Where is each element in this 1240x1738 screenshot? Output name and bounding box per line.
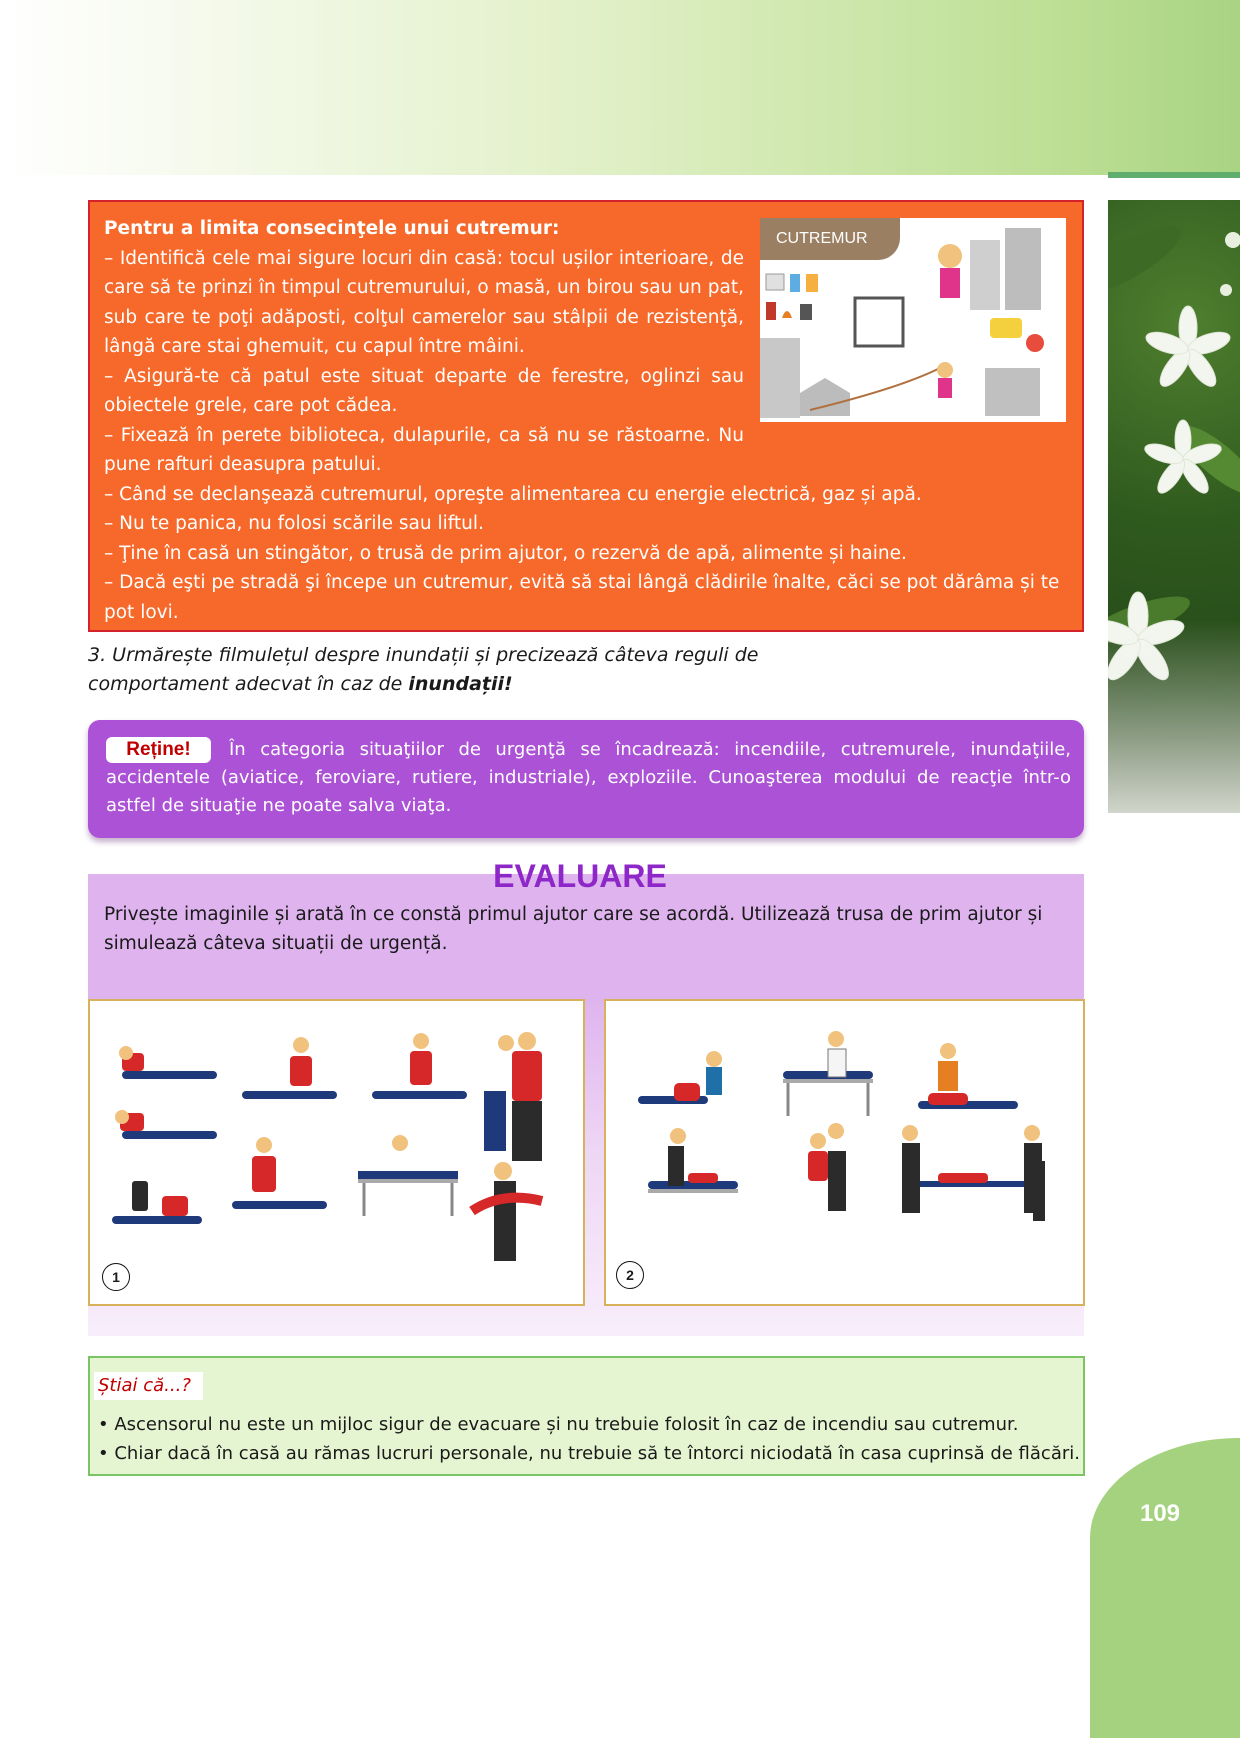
earthquake-illustration-tag: CUTREMUR: [760, 218, 900, 260]
flower-photo: [1108, 200, 1240, 813]
question-3: [88, 641, 788, 699]
evaluare-instructions: Privește imaginile și arată în ce constă primul ajutor care se acordă. Utilizează trusa de prim ajutor și simulează câteva situații de urgență.: [104, 904, 1043, 954]
header-band: [0, 0, 1240, 175]
page-number: 109: [1139, 1500, 1181, 1527]
earthquake-line: – Identifică cele mai sigure locuri din casă: tocul ușilor interioare, de: [104, 247, 744, 269]
first-aid-panel-1: [88, 999, 585, 1306]
stiai-ca-tag: Știai că...?: [94, 1372, 203, 1400]
earthquake-title: Pentru a limita consecinţele unui cutremur:: [104, 218, 560, 239]
earthquake-line: – Fixează în perete biblioteca, dulapurile, ca să nu se răstoarne. Nu: [104, 424, 744, 446]
header-stripe: [1108, 172, 1240, 178]
earthquake-line: sub care te poţi adăposti, colţul camerelor sau stâlpii de rezistenţă,: [104, 306, 744, 328]
photo-fade: [1108, 620, 1240, 813]
panel-number-2: 2: [616, 1261, 644, 1289]
question-3-text: 3. Urmărește filmulețul despre inundații și precizează câteva reguli de comportament adecvat în caz de: [88, 644, 759, 695]
retine-body: În categoria situaţiilor de urgenţă se încadrează: incendiile, cutremurele, inundaţiile, accidentele (aviatice, feroviare, rutiere, industriale), exploziile. Cunoaşterea modului de reacţie într-o astfel de situaţie ne poate salva viaţa.: [106, 739, 1071, 816]
earthquake-line: – Nu te panica, nu folosi scările sau liftul.: [104, 513, 484, 534]
first-aid-illustrations-1: [92, 1031, 585, 1281]
earthquake-line: – Dacă eşti pe stradă şi începe un cutremur, evită să stai lângă clădirile înalte, căci se pot dărâma și te: [104, 572, 1060, 593]
stiai-ca-list: [98, 1410, 1083, 1468]
earthquake-line: pune rafturi deasupra patului.: [104, 454, 382, 475]
earthquake-line: – Asigură-te că patul este situat departe de ferestre, oglinzi sau: [104, 365, 744, 387]
question-3-bold: inundații!: [408, 673, 513, 695]
first-aid-illustrations-2: [608, 1031, 1085, 1281]
earthquake-line: pot lovi.: [104, 601, 179, 623]
retine-tag: Reține!: [106, 737, 211, 763]
list-item: • Chiar dacă în casă au rămas lucruri personale, nu trebuie să te întorci niciodată în casa cuprinsă de flăcări.: [98, 1443, 1080, 1464]
earthquake-line: lângă care stai ghemuit, cu capul între mâini.: [104, 336, 525, 357]
list-item: • Ascensorul nu este un mijloc sigur de evacuare și nu trebuie folosit în caz de incendiu sau cutremur.: [98, 1414, 1019, 1435]
retine-text: [106, 736, 1071, 820]
page-corner: [1090, 1438, 1240, 1738]
earthquake-line: – Ţine în casă un stingător, o trusă de prim ajutor, o rezervă de apă, alimente și haine.: [104, 542, 907, 564]
earthquake-line: obiectele grele, care pot cădea.: [104, 395, 398, 416]
first-aid-panel-2: [604, 999, 1085, 1306]
panel-number-1: 1: [102, 1263, 130, 1291]
earthquake-illustration: [760, 218, 1066, 422]
earthquake-line: – Când se declanşează cutremurul, opreşte alimentarea cu energie electrică, gaz și apă.: [104, 483, 922, 505]
earthquake-line: care să te prinzi în timpul cutremurului, o masă, un birou sau un pat,: [104, 277, 744, 298]
evaluare-title: EVALUARE: [493, 858, 667, 894]
